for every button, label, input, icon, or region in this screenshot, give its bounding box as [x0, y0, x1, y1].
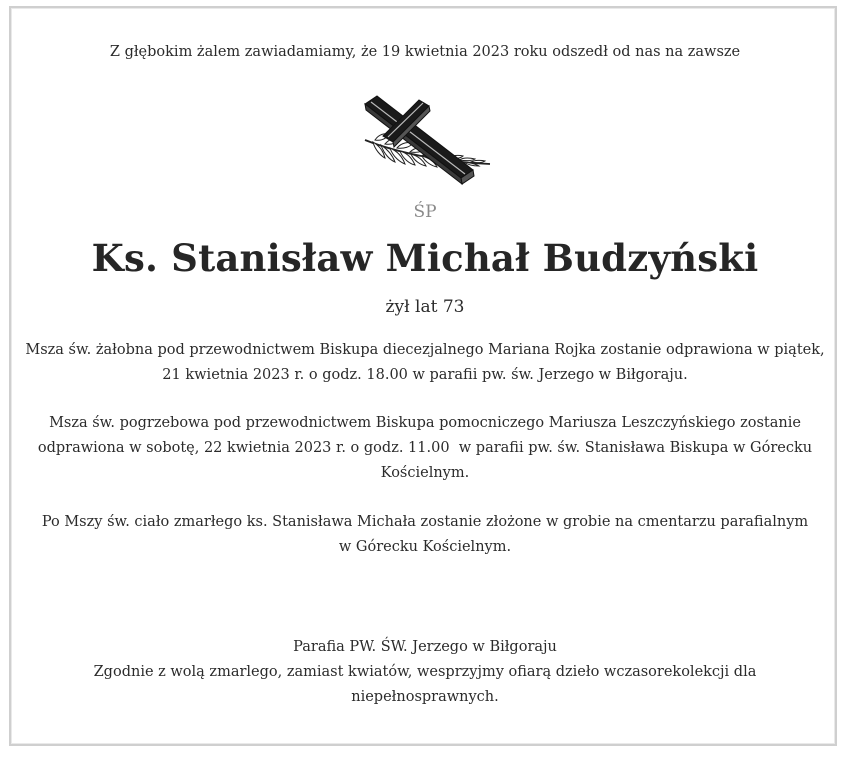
- paragraph-line: Msza św. pogrzebowa pod przewodnictwem Biskupa pomocniczego Mariusza Leszczyńskiego zostanie: [49, 415, 801, 431]
- paragraph-line: Zgodnie z wolą zmarlego, zamiast kwiatów, wesprzyjmy ofiarą dzieło wczasorekolekcji dla: [93, 664, 757, 680]
- intro-text: Z głębokim żalem zawiadamiamy, że 19 kwietnia 2023 roku odszedł od nas na zawsze: [109, 44, 741, 60]
- paragraph-line: 21 kwietnia 2023 r. o godz. 18.00 w parafii pw. św. Jerzego w Biłgoraju.: [162, 367, 688, 383]
- cross-with-palm-branch-icon: [355, 92, 495, 192]
- paragraph-line: w Górecku Kościelnym.: [338, 539, 512, 555]
- age-text: żył lat 73: [385, 297, 465, 317]
- paragraph-line: Msza św. żałobna pod przewodnictwem Biskupa diecezjalnego Mariana Rojka zostanie odprawiona w piątek,: [25, 342, 825, 358]
- paragraph-line: Kościelnym.: [380, 465, 470, 481]
- paragraph-line: Po Mszy św. ciało zmarłego ks. Stanisława Michała zostanie złożone w grobie na cmentarzu parafialnym: [41, 514, 809, 530]
- prefix-label: ŚP: [413, 202, 437, 222]
- paragraph-burial-place: [20, 510, 830, 560]
- paragraph-burial-mass: [20, 411, 830, 486]
- paragraph-line: odprawiona w sobotę, 22 kwietnia 2023 r. o godz. 11.00 w parafii pw. św. Stanisława Biskupa w Górecku: [37, 440, 813, 456]
- paragraph-funeral-mass: [20, 338, 830, 388]
- paragraph-line: niepełnosprawnych.: [351, 689, 499, 705]
- paragraph-line: Parafia PW. ŚW. Jerzego w Biłgoraju: [293, 639, 557, 655]
- paragraph-parish-note: [20, 635, 830, 710]
- deceased-name: Ks. Stanisław Michał Budzyński: [91, 236, 759, 280]
